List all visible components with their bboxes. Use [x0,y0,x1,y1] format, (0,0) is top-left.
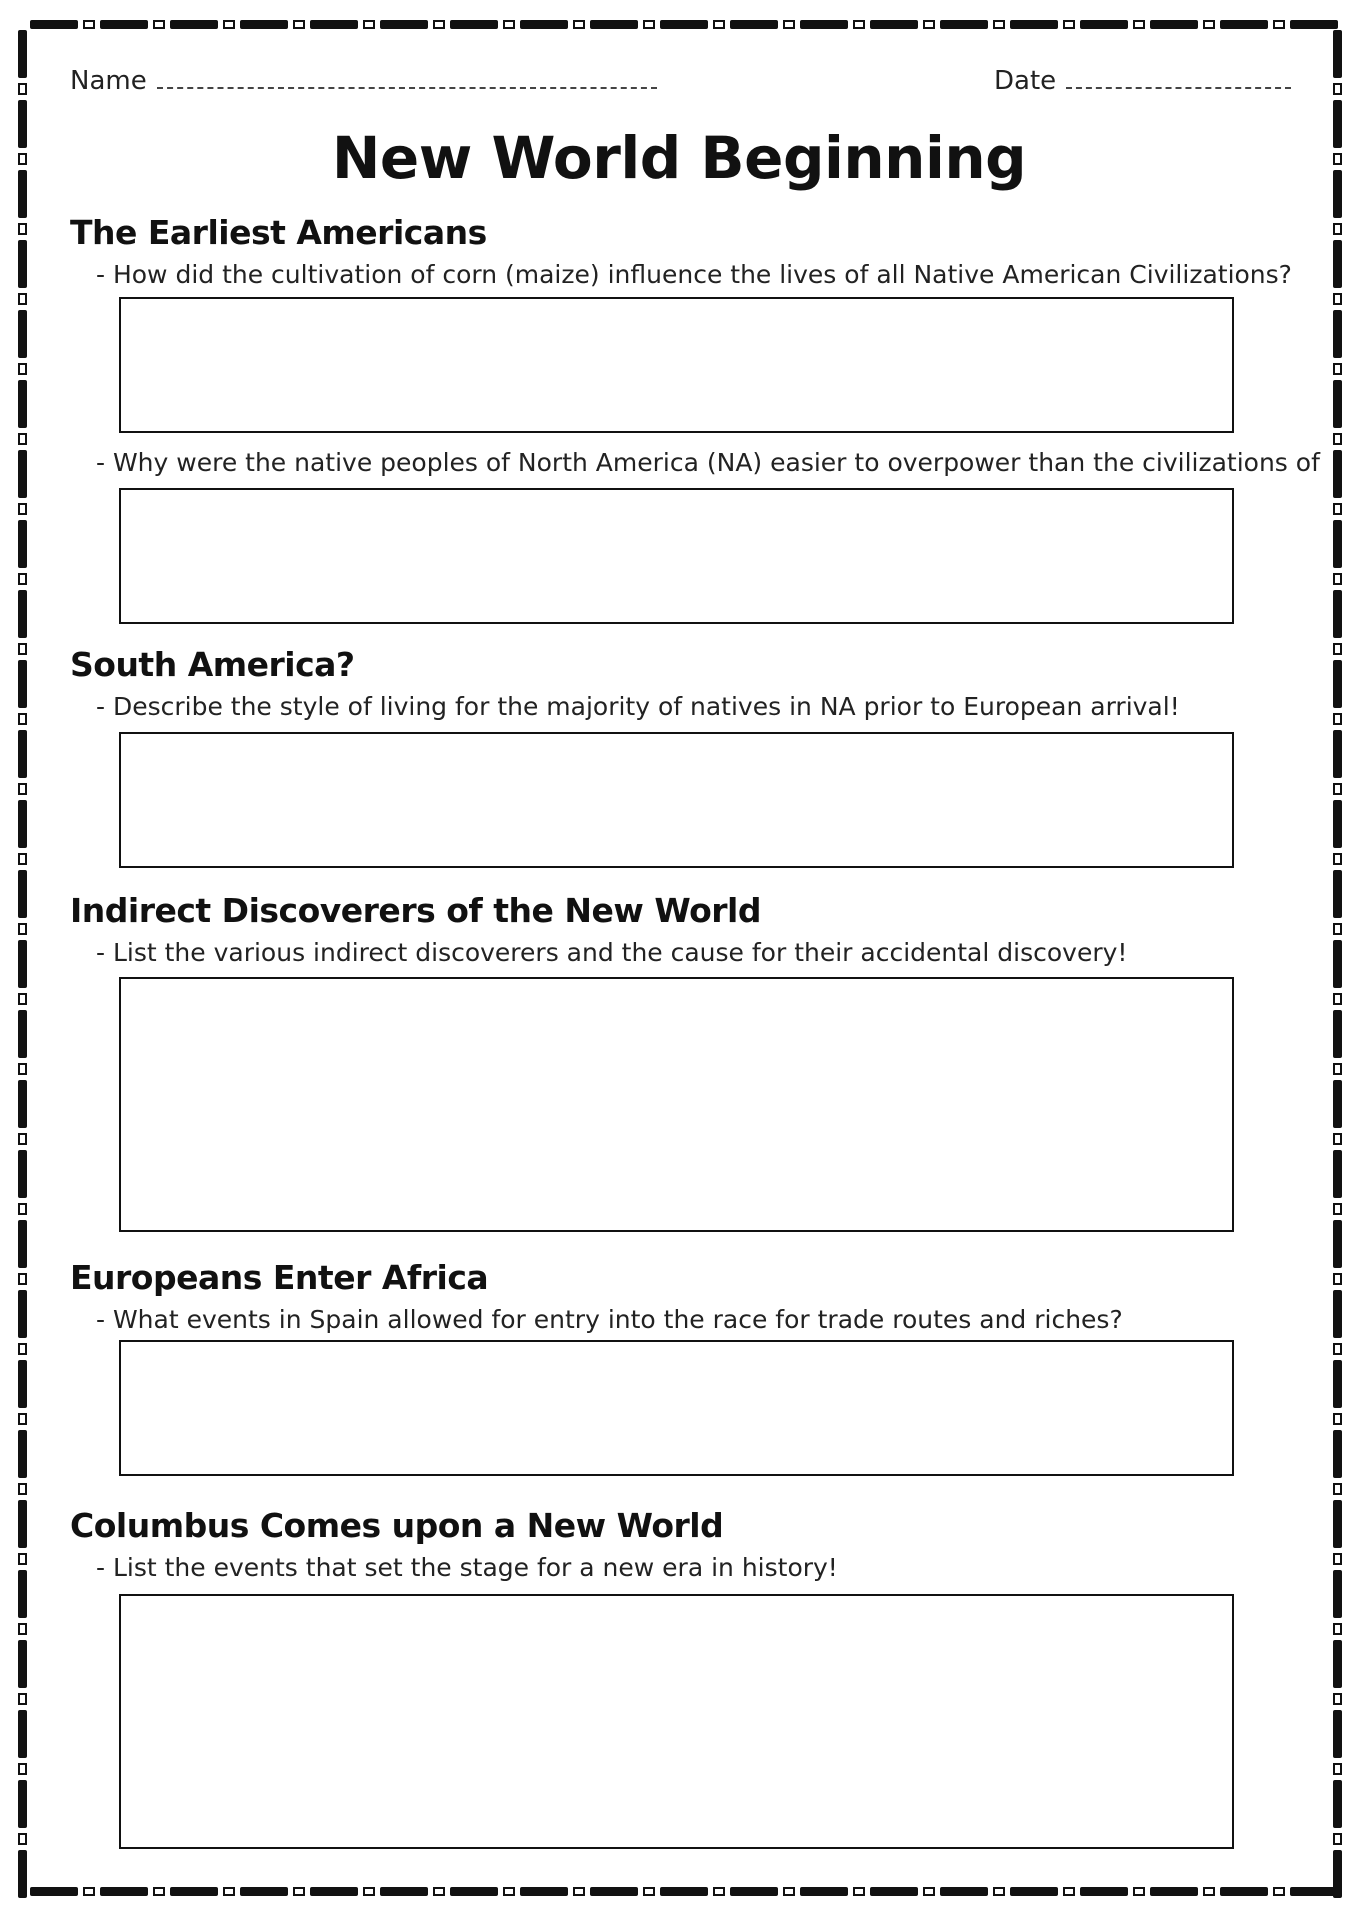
border-segment [19,994,26,1004]
answer-box-indirect-discoverers[interactable] [119,977,1234,1232]
border-segment [18,660,27,708]
question-corn: - How did the cultivation of corn (maize) influence the lives of all Native American Civilizations? [96,260,1292,289]
border-segment [1334,644,1341,654]
border-segment [1334,1064,1341,1074]
border-segment [18,1850,27,1898]
border-segment [1220,20,1268,29]
border-segment [19,574,26,584]
border-segment [1333,1430,1342,1478]
border-segment [1064,21,1074,28]
border-segment [154,1888,164,1895]
border-segment [19,1554,26,1564]
border-segment [1333,1780,1342,1828]
border-segment [1333,1570,1342,1618]
border-segment [18,380,27,428]
border-segment [1080,20,1128,29]
section-heading-south-america: South America? [70,645,355,684]
border-segment [1204,21,1214,28]
border-segment [1290,1887,1338,1896]
border-segment [18,1780,27,1828]
border-segment [1334,1344,1341,1354]
border-segment [870,20,918,29]
border-segment [18,1430,27,1478]
border-segment [364,1888,374,1895]
question-indirect-discoverers: - List the various indirect discoverers and the cause for their accidental discovery! [96,938,1128,967]
border-segment [1333,590,1342,638]
border-segment [30,1887,78,1896]
border-segment [18,1640,27,1688]
border-segment [294,21,304,28]
border-segment [18,520,27,568]
border-segment [18,940,27,988]
border-segment [18,240,27,288]
border-segment [730,1887,778,1896]
border-segment [19,1204,26,1214]
border-segment [644,21,654,28]
border-segment [18,1080,27,1128]
border-segment [18,870,27,918]
border-segment [240,20,288,29]
question-new-era: - List the events that set the stage for a new era in history! [96,1553,838,1582]
border-segment [1333,1710,1342,1758]
border-segment [644,1888,654,1895]
border-segment [19,1414,26,1424]
border-segment [18,1360,27,1408]
border-segment [434,21,444,28]
border-segment [800,1887,848,1896]
section-heading-columbus: Columbus Comes upon a New World [70,1506,724,1545]
border-segment [1274,21,1284,28]
border-segment [19,644,26,654]
border-segment [18,30,27,78]
section-heading-earliest-americans: The Earliest Americans [70,213,487,252]
border-segment [100,20,148,29]
date-label: Date [994,66,1057,96]
border-segment [19,84,26,94]
border-segment [854,21,864,28]
border-segment [18,1220,27,1268]
border-segment [714,21,724,28]
border-segment [18,1010,27,1058]
border-segment [1333,1010,1342,1058]
border-segment [714,1888,724,1895]
section-heading-indirect-discoverers: Indirect Discoverers of the New World [70,891,761,930]
border-segment [1333,1080,1342,1128]
border-segment [1333,520,1342,568]
border-segment [1334,854,1341,864]
border-segment [1334,364,1341,374]
border-segment [154,21,164,28]
border-segment [1334,1554,1341,1564]
border-segment [1333,380,1342,428]
date-field[interactable] [994,66,1291,96]
border-segment [1150,20,1198,29]
border-segment [18,800,27,848]
border-segment [1220,1887,1268,1896]
border-segment [380,20,428,29]
border-segment [1010,20,1058,29]
border-segment [364,21,374,28]
border-segment [19,434,26,444]
border-segment [730,20,778,29]
border-segment [504,21,514,28]
border-segment [1333,1640,1342,1688]
border-segment [1333,240,1342,288]
border-segment [590,20,638,29]
border-segment [1333,1220,1342,1268]
border-segment [800,20,848,29]
section-heading-europeans-africa: Europeans Enter Africa [70,1258,489,1297]
border-segment [450,20,498,29]
border-segment [784,1888,794,1895]
border-segment [1134,21,1144,28]
border-segment [660,20,708,29]
border-segment [1334,1764,1341,1774]
border-segment [19,1764,26,1774]
border-segment [1334,1134,1341,1144]
border-segment [19,1694,26,1704]
border-segment [30,20,78,29]
border-segment [1333,870,1342,918]
border-segment [19,784,26,794]
border-segment [590,1887,638,1896]
border-segment [1333,450,1342,498]
border-segment [1064,1888,1074,1895]
border-segment [434,1888,444,1895]
answer-box-overpower[interactable] [119,488,1234,624]
border-segment [310,20,358,29]
border-segment [1333,1290,1342,1338]
border-segment [520,20,568,29]
border-segment [170,20,218,29]
name-field[interactable] [70,66,657,96]
name-blank[interactable] [157,83,657,89]
answer-box-spain-events[interactable] [119,1340,1234,1476]
border-segment [1334,84,1341,94]
border-segment [1334,434,1341,444]
border-segment [18,310,27,358]
border-segment [1334,1414,1341,1424]
border-segment [1334,1834,1341,1844]
border-segment [1333,1360,1342,1408]
border-segment [18,1150,27,1198]
border-segment [940,20,988,29]
border-segment [18,1500,27,1548]
border-segment [19,294,26,304]
border-segment [1333,310,1342,358]
border-segment [1334,224,1341,234]
border-segment [84,1888,94,1895]
border-segment [310,1887,358,1896]
border-segment [1204,1888,1214,1895]
border-segment [994,1888,1004,1895]
border-segment [224,21,234,28]
border-segment [19,1624,26,1634]
border-segment [854,1888,864,1895]
border-segment [18,450,27,498]
border-segment [1150,1887,1198,1896]
border-segment [784,21,794,28]
question-living-style: - Describe the style of living for the majority of natives in NA prior to European arrival! [96,692,1180,721]
border-segment [19,504,26,514]
border-segment [1334,994,1341,1004]
border-segment [1334,1624,1341,1634]
border-segment [1333,30,1342,78]
border-segment [520,1887,568,1896]
border-segment [19,1064,26,1074]
border-segment [1290,20,1338,29]
border-segment [19,854,26,864]
border-segment [504,1888,514,1895]
border-segment [1333,1850,1342,1898]
border-segment [1134,1888,1144,1895]
border-segment [574,1888,584,1895]
border-segment [924,1888,934,1895]
name-label: Name [70,66,147,96]
border-segment [380,1887,428,1896]
border-segment [100,1887,148,1896]
worksheet-title: New World Beginning [331,124,1027,192]
border-segment [19,364,26,374]
border-segment [294,1888,304,1895]
border-segment [1334,1484,1341,1494]
question-overpower: - Why were the native peoples of North America (NA) easier to overpower than the civilizations of [96,448,1320,477]
border-segment [1334,924,1341,934]
answer-box-new-era[interactable] [119,1594,1234,1849]
border-segment [19,714,26,724]
border-segment [1334,1694,1341,1704]
border-segment [18,730,27,778]
border-segment [1334,574,1341,584]
border-segment [1010,1887,1058,1896]
border-segment [240,1887,288,1896]
border-segment [1334,294,1341,304]
border-segment [170,1887,218,1896]
border-segment [924,21,934,28]
border-segment [1333,660,1342,708]
border-segment [19,1484,26,1494]
border-segment [1333,730,1342,778]
border-segment [994,21,1004,28]
border-segment [1333,800,1342,848]
border-segment [450,1887,498,1896]
border-segment [19,924,26,934]
border-segment [19,1344,26,1354]
question-spain-events: - What events in Spain allowed for entry into the race for trade routes and riches? [96,1305,1123,1334]
border-segment [1334,1204,1341,1214]
border-segment [574,21,584,28]
border-segment [870,1887,918,1896]
border-segment [18,1710,27,1758]
border-segment [660,1887,708,1896]
border-segment [19,224,26,234]
border-segment [1333,1150,1342,1198]
border-segment [224,1888,234,1895]
border-segment [18,1290,27,1338]
border-segment [19,1134,26,1144]
border-segment [18,1570,27,1618]
border-segment [1334,784,1341,794]
answer-box-living-style[interactable] [119,732,1234,868]
border-segment [18,590,27,638]
date-blank[interactable] [1066,83,1291,89]
border-segment [940,1887,988,1896]
border-segment [19,1834,26,1844]
border-segment [1333,1500,1342,1548]
border-segment [1334,714,1341,724]
answer-box-corn[interactable] [119,297,1234,433]
border-segment [19,1274,26,1284]
border-segment [1334,1274,1341,1284]
border-segment [1080,1887,1128,1896]
border-segment [1333,940,1342,988]
border-segment [1274,1888,1284,1895]
border-segment [1334,504,1341,514]
border-segment [84,21,94,28]
